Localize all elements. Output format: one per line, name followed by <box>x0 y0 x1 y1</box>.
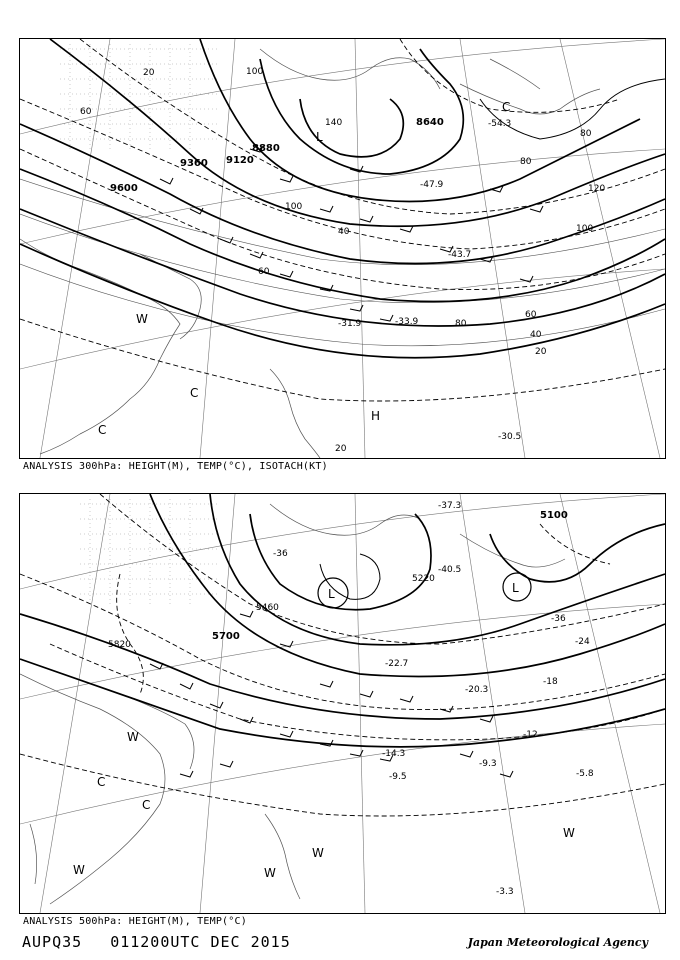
station-value: -20.3 <box>465 685 489 695</box>
station-value: -33.9 <box>395 317 419 327</box>
height-label-5100: 5100 <box>540 510 568 521</box>
height-contours <box>20 39 665 358</box>
low-center: L <box>512 581 519 595</box>
chart-500hpa <box>19 493 666 914</box>
station-value: -40.5 <box>438 565 462 575</box>
isotach-label: 60 <box>525 310 537 320</box>
map-300hpa <box>20 39 665 458</box>
station-value: -30.5 <box>498 432 522 442</box>
warm-center: W <box>136 312 148 326</box>
height-contours <box>20 494 665 747</box>
station-value: -3.3 <box>496 887 514 897</box>
isotach-label: 80 <box>580 129 592 139</box>
isotach-labels <box>80 67 605 454</box>
caption-500hpa: ANALYSIS 500hPa: HEIGHT(M), TEMP(°C) <box>23 916 247 927</box>
pressure-centers <box>98 100 510 437</box>
station-value: -37.3 <box>438 501 462 511</box>
station-value: -9.5 <box>389 772 407 782</box>
station-value: -43.7 <box>448 250 472 260</box>
terrain-hatch <box>80 499 220 604</box>
temp-label: -36 <box>273 549 288 559</box>
wind-barbs <box>150 611 513 777</box>
chart-code: AUPQ35 <box>22 933 83 951</box>
low-center: L <box>328 587 335 601</box>
height-label-9120: 9120 <box>226 155 254 166</box>
chart-300hpa <box>19 38 666 459</box>
map-500hpa <box>20 494 665 913</box>
height-label-9600: 9600 <box>110 183 138 194</box>
station-value: -14.3 <box>382 749 406 759</box>
height-label-8880: 8880 <box>252 143 280 154</box>
isotach-label: 140 <box>325 118 343 128</box>
temp-label: -36 <box>551 614 566 624</box>
warm-center: W <box>563 826 575 840</box>
chart-valid-time: 011200UTC DEC 2015 <box>110 933 291 951</box>
isotach-label: 40 <box>338 227 350 237</box>
terrain-hatch <box>60 44 220 149</box>
isotach-label: 120 <box>588 184 606 194</box>
cold-center: C <box>97 775 106 789</box>
isotach-label: 20 <box>335 444 347 454</box>
warm-center: W <box>73 863 85 877</box>
height-labels <box>110 117 444 194</box>
chart-identifier <box>22 933 291 951</box>
cold-center: C <box>190 386 199 400</box>
isotach-label: 100 <box>285 202 303 212</box>
cold-center: C <box>502 100 511 114</box>
temp-label: -18 <box>543 677 558 687</box>
pressure-centers <box>73 581 575 880</box>
warm-center: W <box>127 730 139 744</box>
warm-center: W <box>312 846 324 860</box>
station-value: -5.8 <box>576 769 594 779</box>
station-value: -9.3 <box>479 759 497 769</box>
height-label-5220: 5220 <box>412 574 435 584</box>
station-values <box>338 119 521 442</box>
temp-label: -24 <box>575 637 590 647</box>
isotach-label: 20 <box>535 347 547 357</box>
cold-center: C <box>142 798 151 812</box>
isotach-label: 20 <box>143 68 155 78</box>
height-label-5700: 5700 <box>212 631 240 642</box>
isotach-label: 100 <box>576 224 594 234</box>
caption-300hpa: ANALYSIS 300hPa: HEIGHT(M), TEMP(°C), ISOTACH(KT) <box>23 461 328 472</box>
temperature-contours <box>20 494 665 816</box>
isotach-label: 80 <box>520 157 532 167</box>
isotach-label: 60 <box>258 267 270 277</box>
isotach-label: 100 <box>246 67 264 77</box>
height-label-5460: 5460 <box>256 603 279 613</box>
height-label-8640: 8640 <box>416 117 444 128</box>
isotach-label: 40 <box>530 330 542 340</box>
station-value: -22.7 <box>385 659 409 669</box>
low-center: L <box>316 130 323 144</box>
warm-center: W <box>264 866 276 880</box>
station-value: -31.9 <box>338 319 362 329</box>
height-label-9360: 9360 <box>180 158 208 169</box>
cold-center: C <box>98 423 107 437</box>
station-value: -54.3 <box>488 119 512 129</box>
agency-name: Japan Meteorological Agency <box>467 936 648 949</box>
high-center: H <box>371 409 381 423</box>
height-labels <box>108 510 568 650</box>
station-value: -47.9 <box>420 180 444 190</box>
isotach-label: 60 <box>80 107 92 117</box>
isotach-label: 80 <box>455 319 467 329</box>
height-label-5820: 5820 <box>108 640 131 650</box>
coastlines <box>20 504 565 904</box>
temp-label: -12 <box>523 730 538 740</box>
